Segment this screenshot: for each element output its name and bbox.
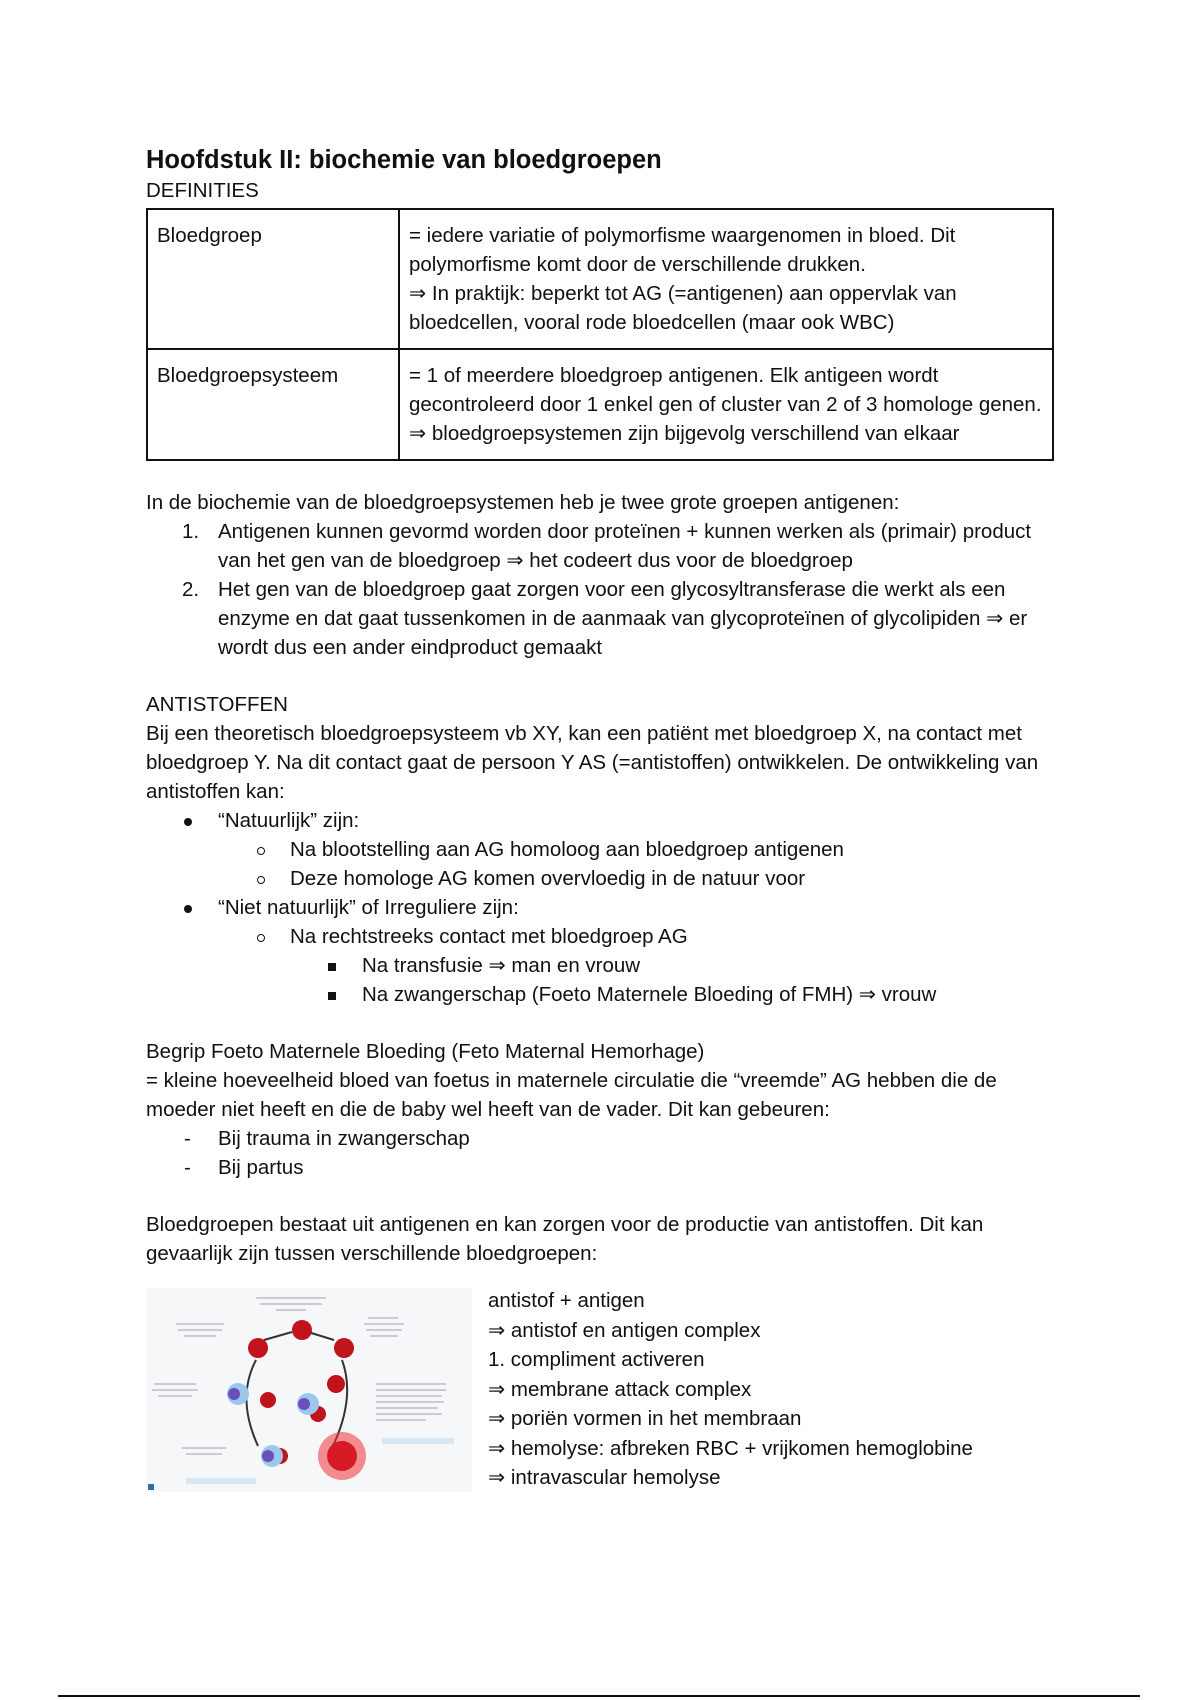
antistoffen-paragraph: Bij een theoretisch bloedgroepsysteem vb XY, kan een patiënt met bloedgroep X, na contact met bloedgroep Y. Na dit contact gaat de persoon Y AS (=antistoffen) ontwikkelen. De ontwikkeling van antistoffen kan: <box>146 722 1039 803</box>
list-item <box>182 1153 1056 1182</box>
definition-term: Bloedgroepsysteem <box>147 349 399 460</box>
list-item <box>254 864 1056 893</box>
definition-term: Bloedgroep <box>147 209 399 349</box>
list-item <box>182 1124 1056 1153</box>
list-text: Deze homologe AG komen overvloedig in de natuur voor <box>290 867 806 890</box>
definitions-heading: DEFINITIES <box>146 179 259 202</box>
cascade-line: ⇒ hemolyse: afbreken RBC + vrijkomen hemoglobine <box>488 1436 973 1460</box>
list-text: Na transfusie ⇒ man en vrouw <box>362 954 641 977</box>
cascade-line: ⇒ poriën vormen in het membraan <box>488 1407 802 1430</box>
list-number: 2. <box>182 578 200 601</box>
list-text: Na blootstelling aan AG homoloog aan bloedgroep antigenen <box>290 838 844 861</box>
cascade-line: ⇒ intravascular hemolyse <box>488 1466 721 1489</box>
definition-line: = 1 of meerdere bloedgroep antigenen. Elk antigeen wordt gecontroleerd door 1 enkel gen of cluster van 2 of 3 homologe genen. <box>409 364 1042 416</box>
cascade-line: ⇒ membrane attack complex <box>488 1377 752 1401</box>
sub-list <box>218 835 1056 893</box>
hemolysis-diagram <box>146 1288 472 1492</box>
dash-bullet-icon: - <box>184 1156 191 1179</box>
circle-bullet-icon <box>257 847 265 855</box>
list-item <box>254 922 1056 1009</box>
definition-row <box>147 209 1053 349</box>
page-bottom-rule <box>58 1695 1140 1697</box>
list-text: Het gen van de bloedgroep gaat zorgen voor een glycosyltransferase die werkt als een enzyme en dat gaat tussenkomen in de aanmaak van glycoproteïnen of glycolipiden ⇒ er wordt dus een ander eindproduct gemaakt <box>218 578 1028 659</box>
list-item <box>254 835 1056 864</box>
circle-bullet-icon <box>257 876 265 884</box>
list-text: Bij partus <box>218 1156 304 1179</box>
list-item <box>182 575 1056 662</box>
list-text: “Natuurlijk” zijn: <box>218 809 360 832</box>
definitions-table <box>146 208 1054 461</box>
list-text: Na zwangerschap (Foeto Maternele Bloeding of FMH) ⇒ vrouw <box>362 983 937 1006</box>
fmh-list <box>146 1124 1056 1182</box>
list-text: “Niet natuurlijk” of Irreguliere zijn: <box>218 896 519 919</box>
list-number: 1. <box>182 520 200 543</box>
intro-paragraph: In de biochemie van de bloedgroepsystemen heb je twee grote groepen antigenen: <box>146 491 900 514</box>
hemolysis-section <box>146 1286 1056 1493</box>
list-item <box>182 893 1056 1009</box>
fmh-paragraph: = kleine hoeveelheid bloed van foetus in maternele circulatie die “vreemde” AG hebben die de moeder niet heeft en die de baby wel heeft van de vader. Dit kan gebeuren: <box>146 1069 997 1121</box>
definition-line: ⇒ In praktijk: beperkt tot AG (=antigenen) aan oppervlak van bloedcellen, vooral rode bloedcellen (maar ook WBC) <box>409 282 957 334</box>
cascade-line: 1. compliment activeren <box>488 1348 705 1371</box>
cascade-line: ⇒ antistof en antigen complex <box>488 1318 761 1342</box>
antistoffen-heading: ANTISTOFFEN <box>146 693 288 716</box>
definition-body <box>399 209 1053 349</box>
square-bullet-icon <box>328 992 336 1000</box>
list-text: Na rechtstreeks contact met bloedgroep AG <box>290 925 688 948</box>
hemolysis-cascade <box>488 1286 973 1493</box>
list-item <box>326 980 1056 1009</box>
bullet-icon <box>184 818 192 826</box>
list-text: Bij trauma in zwangerschap <box>218 1127 470 1150</box>
hemolysis-diagram-image <box>146 1288 472 1492</box>
antistoffen-list <box>146 806 1056 1009</box>
bullet-icon <box>184 905 192 913</box>
definition-line: = iedere variatie of polymorfisme waargenomen in bloed. Dit polymorfisme komt door de verschillende drukken. <box>409 224 956 276</box>
sub-list <box>218 922 1056 1009</box>
list-item <box>182 517 1056 575</box>
list-item <box>182 806 1056 893</box>
chapter-title: Hoofdstuk II: biochemie van bloedgroepen <box>146 146 662 174</box>
list-item <box>326 951 1056 980</box>
list-text: Antigenen kunnen gevormd worden door proteïnen + kunnen werken als (primair) product van het gen van de bloedgroep ⇒ het codeert dus voor de bloedgroep <box>218 520 1032 572</box>
definition-row <box>147 349 1053 460</box>
dash-bullet-icon: - <box>184 1127 191 1150</box>
fmh-heading: Begrip Foeto Maternele Bloeding (Feto Maternal Hemorhage) <box>146 1040 705 1063</box>
circle-bullet-icon <box>257 934 265 942</box>
definition-body <box>399 349 1053 460</box>
sub-sub-list <box>290 951 1056 1009</box>
cascade-line: antistof + antigen <box>488 1289 645 1312</box>
definition-line: ⇒ bloedgroepsystemen zijn bijgevolg verschillend van elkaar <box>409 422 960 445</box>
square-bullet-icon <box>328 963 336 971</box>
conclusion-paragraph: Bloedgroepen bestaat uit antigenen en kan zorgen voor de productie van antistoffen. Dit kan gevaarlijk zijn tussen verschillende bloedgroepen: <box>146 1213 984 1265</box>
antigen-groups-list <box>146 517 1056 662</box>
document-page <box>146 143 1056 1493</box>
